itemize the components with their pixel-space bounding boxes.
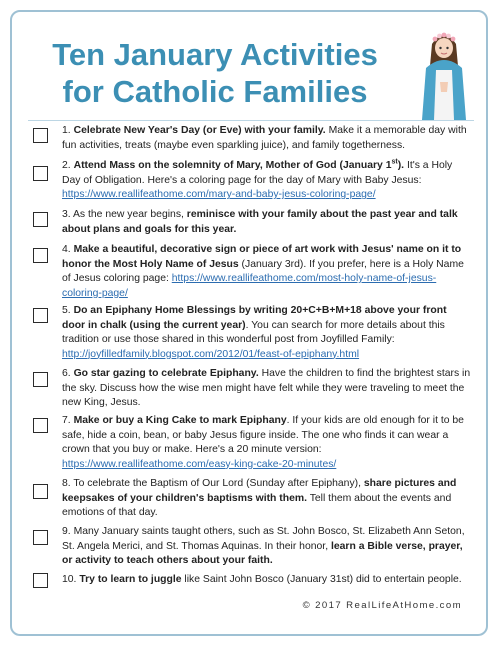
- item-text: To celebrate the Baptism of Our Lord (Sunday after Epiphany),: [73, 478, 364, 489]
- item-number: 7.: [62, 415, 71, 426]
- item-text: Many January saints taught others, such as St. John Bosco, St. Elizabeth Ann Seton, St. Angela Merici, and St. Thomas Aquinas. In their honor,: [62, 526, 465, 552]
- item-bold-text: Go star gazing to celebrate Epiphany.: [73, 368, 259, 379]
- item-text: . You can search for more details about this tradition or use those shared in this wonderful post from Joyfilled Family:: [62, 319, 445, 346]
- coloring-page-link[interactable]: https://www.reallifeathome.com/mary-and-baby-jesus-coloring-page/: [62, 189, 376, 201]
- item-text: As the new year begins,: [73, 209, 187, 220]
- header-divider: [28, 120, 474, 121]
- item-text: Tell them about the events and emotions of that day.: [62, 492, 452, 519]
- item-number: 1.: [62, 125, 71, 136]
- list-item: [62, 304, 471, 362]
- checkbox-item-4[interactable]: [33, 248, 48, 263]
- list-item: [62, 243, 471, 301]
- checkbox-item-1[interactable]: [33, 128, 48, 143]
- item-bold-text: Attend Mass on the solemnity of Mary, Mother of God (January 1st).: [73, 158, 405, 171]
- item-text: Make it a memorable day with fun activities, treats (maybe even sparkling juice), and family togetherness.: [62, 125, 467, 151]
- king-cake-link[interactable]: https://www.reallifeathome.com/easy-king-cake-20-minutes/: [62, 458, 337, 470]
- list-item: [62, 477, 471, 521]
- item-number: 5.: [62, 305, 71, 316]
- item-bold-text: Try to learn to juggle: [79, 574, 182, 585]
- item-number: 8.: [62, 478, 71, 489]
- item-bold-text: Do an Epiphany Home Blessings by writing 20+C+B+M+18 above your front door in chalk (using the current year): [62, 305, 447, 331]
- list-item: [62, 367, 471, 411]
- item-bold-text: Make a beautiful, decorative sign or piece of art work with Jesus' name on it to honor the Most Holy Name of Jesus: [62, 244, 462, 270]
- item-bold-text: share pictures and keepsakes of your children's baptisms with them.: [62, 478, 457, 504]
- checkbox-item-3[interactable]: [33, 212, 48, 227]
- list-item: [62, 414, 471, 472]
- item-text: It's a Holy Day of Obligation. Here's a coloring page for the day of Mary with Baby Jesus:: [62, 160, 453, 186]
- item-bold-text: reminisce with your family about the past year and talk about plans and goals for this year.: [62, 209, 458, 235]
- epiphany-blessing-link[interactable]: http://joyfilledfamily.blogspot.com/2012/01/feast-of-epiphany.html: [62, 348, 360, 360]
- title-line-2: for Catholic Families: [62, 74, 368, 109]
- list-item: [62, 525, 471, 569]
- title-line-1: Ten January Activities: [52, 37, 378, 72]
- checkbox-item-7[interactable]: [33, 418, 48, 433]
- item-number: 2.: [62, 160, 71, 171]
- item-number: 10.: [62, 574, 77, 585]
- item-number: 6.: [62, 368, 71, 379]
- checkbox-item-2[interactable]: [33, 166, 48, 181]
- item-number: 9.: [62, 526, 71, 537]
- list-item: [62, 573, 471, 588]
- item-bold-text: Make or buy a King Cake to mark Epiphany: [73, 415, 287, 426]
- page-title: [30, 36, 400, 110]
- item-bold-text: Celebrate New Year's Day (or Eve) with your family.: [73, 125, 326, 136]
- checkbox-item-5[interactable]: [33, 308, 48, 323]
- mary-figure-icon: [418, 22, 470, 122]
- list-item: [62, 208, 471, 237]
- checkbox-item-10[interactable]: [33, 573, 48, 588]
- item-number: 4.: [62, 244, 71, 255]
- copyright-footer: © 2017 RealLifeAtHome.com: [302, 600, 462, 611]
- list-item: [62, 159, 471, 203]
- checkbox-item-6[interactable]: [33, 372, 48, 387]
- list-item: [62, 124, 471, 153]
- item-bold-text: learn a Bible verse, prayer, or activity to teach others about your faith.: [62, 540, 463, 567]
- item-text: (January 3rd). If you prefer, here is a Holy Name of Jesus coloring page:: [62, 258, 464, 285]
- item-number: 3.: [62, 209, 71, 220]
- item-text: Have the children to find the brightest stars in the sky. Discuss how the wise men might have felt while they were traveling to meet the new King, Jesus.: [62, 368, 471, 409]
- holy-name-coloring-link[interactable]: https://www.reallifeathome.com/most-holy-name-of-jesus-coloring-page/: [62, 273, 437, 299]
- checkbox-item-9[interactable]: [33, 530, 48, 545]
- checkbox-item-8[interactable]: [33, 484, 48, 499]
- item-text: like Saint John Bosco (January 31st) did to entertain people.: [181, 574, 462, 585]
- item-text: . If your kids are old enough for it to be safe, hide a coin, bean, or baby Jesus figure inside. The one who finds it can wear a crown that you buy or make. Here's a 20 minute version:: [62, 415, 464, 456]
